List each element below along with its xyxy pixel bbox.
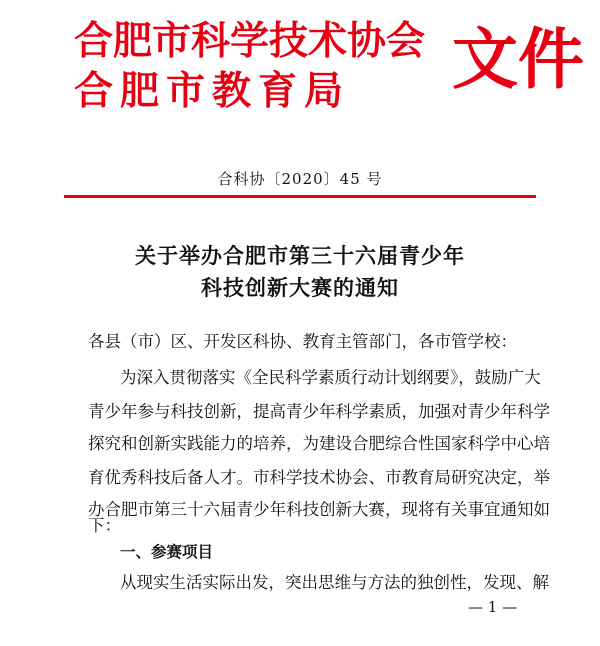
page-number: — 1 —: [468, 598, 518, 616]
salutation: 各县（市）区、开发区科协、教育主管部门，各市管学校：: [88, 332, 517, 351]
paragraph-line: 下：: [88, 516, 121, 535]
document-type-label: 文件: [452, 20, 584, 98]
notice-title-line-1: 关于举办合肥市第三十六届青少年: [135, 243, 465, 268]
document-number: 合科协〔2020〕45 号: [217, 170, 383, 188]
section-heading: 一、参赛项目: [120, 543, 214, 561]
paragraph-line: 为深入贯彻落实《全民科学素质行动计划纲要》，鼓励广大: [120, 368, 541, 387]
issuer-name-line-2: 合肥市教育局: [74, 69, 351, 114]
red-divider-line: [64, 195, 536, 198]
paragraph-line: 育优秀科技后备人才。市科学技术协会、市教育局研究决定，举: [88, 468, 550, 487]
issuer-name-line-1: 合肥市科学技术协会: [74, 19, 426, 64]
section-text: 从现实生活实际出发，突出思维与方法的独创性，发现、解: [120, 573, 549, 592]
paragraph-line: 探究和创新实践能力的培养，为建设合肥综合性国家科学中心培: [88, 434, 550, 453]
notice-title-line-2: 科技创新大赛的通知: [201, 275, 399, 300]
paragraph-line: 青少年参与科技创新，提高青少年科学素质，加强对青少年科学: [88, 402, 550, 421]
paragraph-line: 办合肥市第三十六届青少年科技创新大赛，现将有关事宜通知如: [88, 500, 550, 519]
